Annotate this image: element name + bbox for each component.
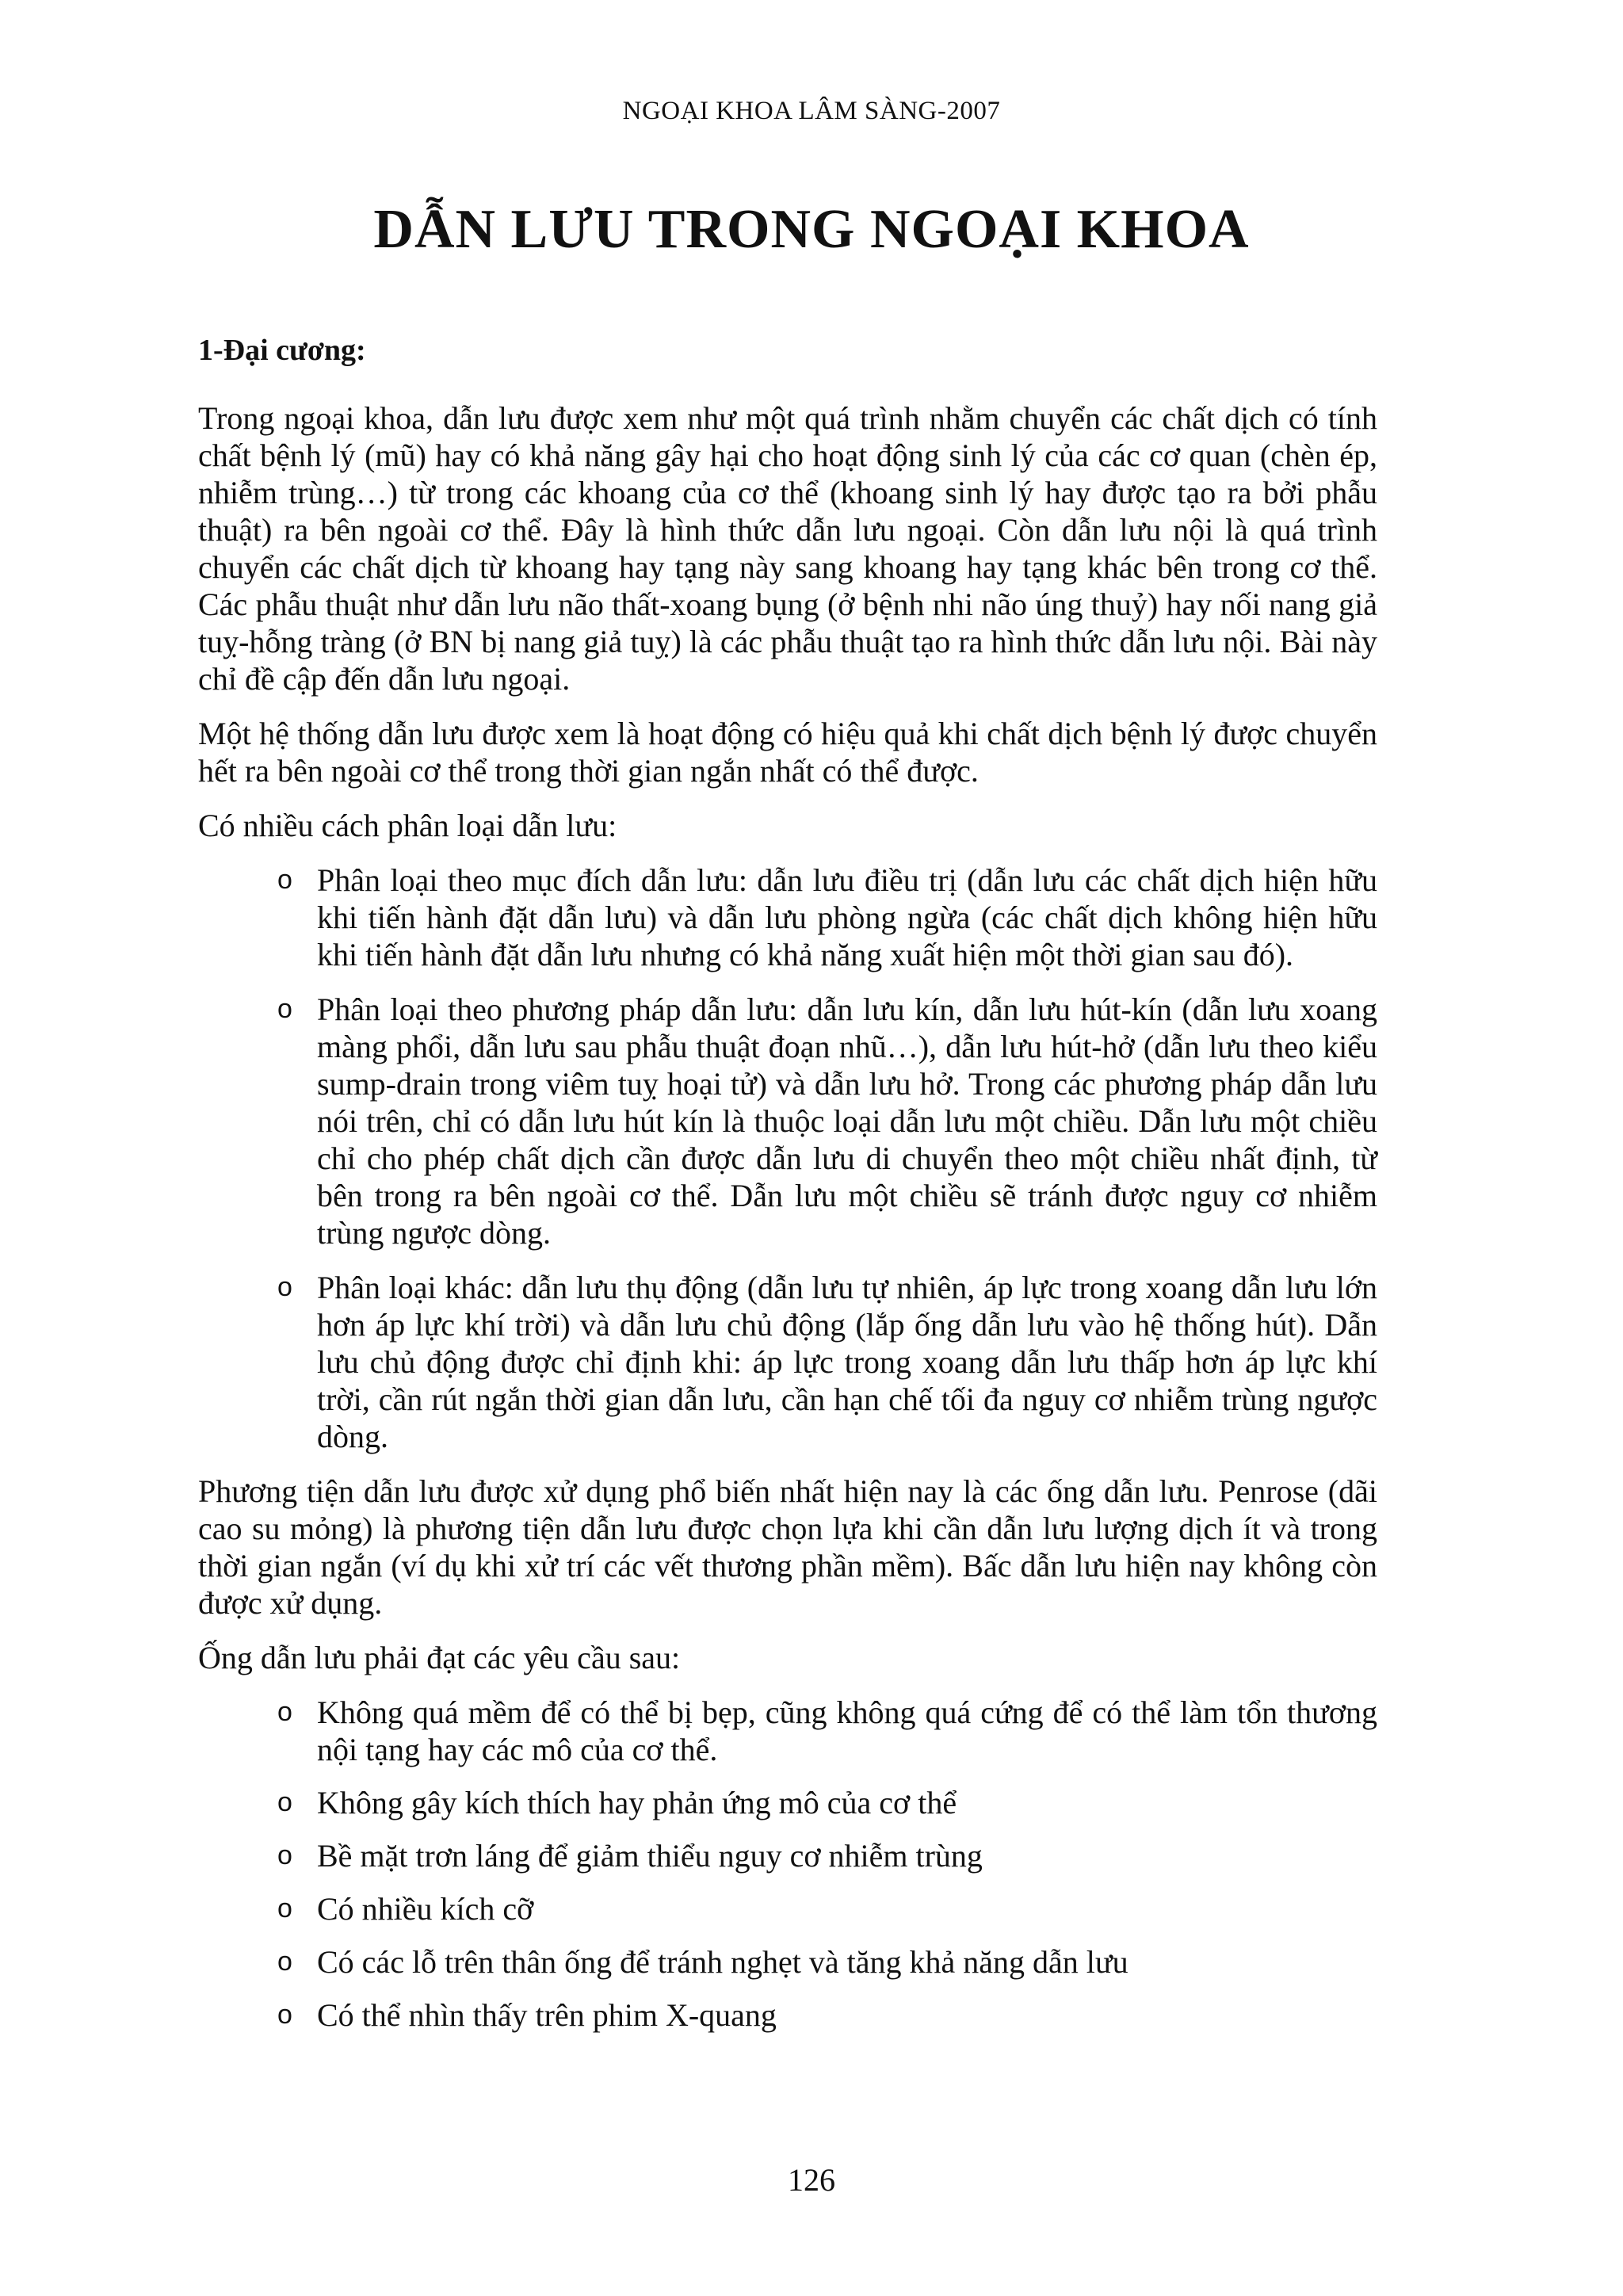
bullet-icon: o xyxy=(277,1272,292,1302)
drainage-means-paragraph: Phương tiện dẫn lưu được xử dụng phổ biến nhất hiện nay là các ống dẫn lưu. Penrose (dãi cao su mỏng) là phương tiện dẫn lưu được chọn lựa khi cần dẫn lưu lượng dịch ít và trong thời gian ngắn (ví dụ khi xử trí các vết thương phần mềm). Bấc dẫn lưu hiện nay không còn được xử dụng. xyxy=(198,1473,1377,1621)
bullet-icon: o xyxy=(277,2000,292,2030)
list-item xyxy=(198,1837,1377,1874)
efficiency-paragraph: Một hệ thống dẫn lưu được xem là hoạt động có hiệu quả khi chất dịch bệnh lý được chuyển hết ra bên ngoài cơ thể trong thời gian ngắn nhất có thể được. xyxy=(198,716,1377,789)
bullet-icon: o xyxy=(277,1893,292,1924)
list-item xyxy=(198,1943,1377,1981)
list-item xyxy=(198,991,1377,1251)
document-title: DẪN LƯU TRONG NGOẠI KHOA xyxy=(373,199,1250,260)
list-item xyxy=(198,1996,1377,2034)
list-item-text: Có thể nhìn thấy trên phim X-quang xyxy=(317,1997,777,2033)
list-item-text: Phân loại theo mục đích dẫn lưu: dẫn lưu điều trị (dẫn lưu các chất dịch hiện hữu khi tiến hành đặt dẫn lưu) và dẫn lưu phòng ngừa (các chất dịch không hiện hữu khi tiến hành đặt dẫn lưu nhưng có khả năng xuất hiện một thời gian sau đó). xyxy=(317,862,1377,972)
list-item-text: Không gây kích thích hay phản ứng mô của cơ thể xyxy=(317,1785,957,1820)
list-item-text: Phân loại theo phương pháp dẫn lưu: dẫn lưu kín, dẫn lưu hút-kín (dẫn lưu xoang màng phổi, dẫn lưu sau phẫu thuật đoạn nhũ…), dẫn lưu hút-hở (dẫn lưu theo kiểu sump-drain trong viêm tuỵ hoại tử) và dẫn lưu hở. Trong các phương pháp dẫn lưu nói trên, chỉ có dẫn lưu hút kín là thuộc loại dẫn lưu một chiều. Dẫn lưu một chiều chỉ cho phép chất dịch cần được dẫn lưu di chuyển theo một chiều nhất định, từ bên trong ra bên ngoài cơ thể. Dẫn lưu một chiều sẽ tránh được nguy cơ nhiễm trùng ngược dòng. xyxy=(317,991,1377,1251)
section-heading: 1-Đại cương: xyxy=(198,334,366,367)
bullet-icon: o xyxy=(277,1787,292,1817)
running-header: NGOẠI KHOA LÂM SÀNG-2007 xyxy=(622,97,1001,125)
bullet-icon: o xyxy=(277,865,292,895)
main-content xyxy=(198,333,1377,2051)
list-item-text: Phân loại khác: dẫn lưu thụ động (dẫn lưu tự nhiên, áp lực trong xoang dẫn lưu lớn hơn áp lực khí trời) và dẫn lưu chủ động (lắp ống dẫn lưu vào hệ thống hút). Dẫn lưu chủ động được chỉ định khi: áp lực trong xoang dẫn lưu thấp hơn áp lực khí trời, cần rút ngắn thời gian dẫn lưu, cần hạn chế tối đa nguy cơ nhiễm trùng ngược dòng. xyxy=(317,1270,1377,1454)
requirements-list xyxy=(198,1694,1377,2034)
bullet-icon: o xyxy=(277,1946,292,1977)
bullet-icon: o xyxy=(277,1840,292,1870)
list-item-text: Không quá mềm để có thể bị bẹp, cũng không quá cứng để có thể làm tổn thương nội tạng hay các mô của cơ thể. xyxy=(317,1694,1377,1767)
list-item xyxy=(198,1784,1377,1821)
list-item xyxy=(198,1890,1377,1927)
page-number: 126 xyxy=(788,2162,835,2198)
list-item xyxy=(198,861,1377,973)
list-item-text: Có nhiều kích cỡ xyxy=(317,1891,534,1927)
requirements-intro: Ống dẫn lưu phải đạt các yêu cầu sau: xyxy=(198,1640,681,1675)
list-item-text: Bề mặt trơn láng để giảm thiểu nguy cơ nhiễm trùng xyxy=(317,1838,983,1874)
classification-list xyxy=(198,861,1377,1455)
classification-intro: Có nhiều cách phân loại dẫn lưu: xyxy=(198,808,617,843)
list-item xyxy=(198,1694,1377,1768)
list-item xyxy=(198,1269,1377,1455)
bullet-icon: o xyxy=(277,1697,292,1727)
list-item-text: Có các lỗ trên thân ống để tránh nghẹt và tăng khả năng dẫn lưu xyxy=(317,1944,1128,1980)
intro-paragraph: Trong ngoại khoa, dẫn lưu được xem như một quá trình nhằm chuyển các chất dịch có tính chất bệnh lý (mũ) hay có khả năng gây hại cho hoạt động sinh lý của các cơ quan (chèn ép, nhiễm trùng…) từ trong các khoang của cơ thể (khoang sinh lý hay được tạo ra bởi phẫu thuật) ra bên ngoài cơ thể. Đây là hình thức dẫn lưu ngoại. Còn dẫn lưu nội là quá trình chuyển các chất dịch từ khoang hay tạng này sang khoang hay tạng khác bên trong cơ thể. Các phẫu thuật như dẫn lưu não thất-xoang bụng (ở bệnh nhi não úng thuỷ) hay nối nang giả tuỵ-hỗng tràng (ở BN bị nang giả tuỵ) là các phẫu thuật tạo ra hình thức dẫn lưu nội. Bài này chỉ đề cập đến dẫn lưu ngoại. xyxy=(198,400,1377,697)
bullet-icon: o xyxy=(277,994,292,1024)
